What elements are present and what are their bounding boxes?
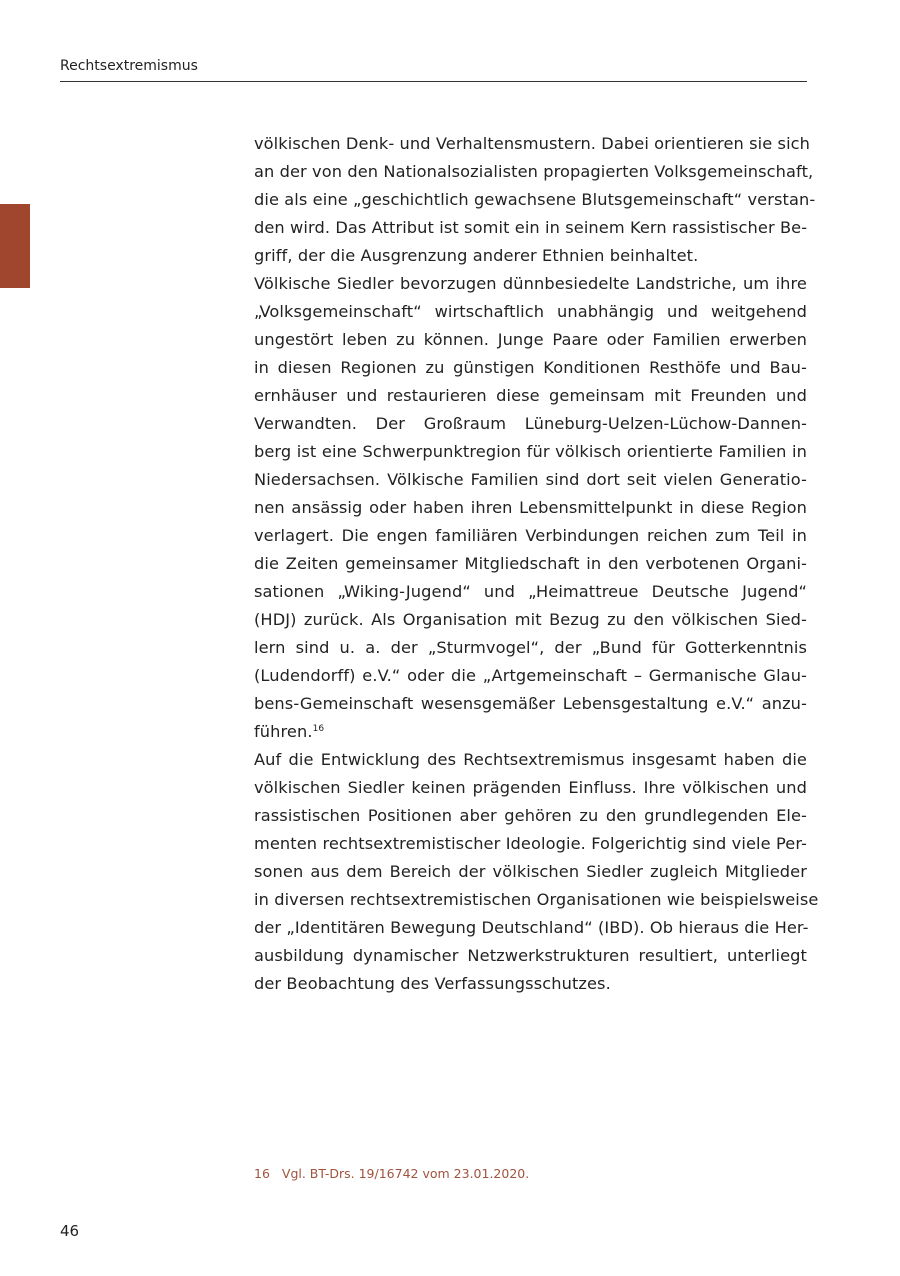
text-line-content: (Ludendorff) e.V.“ oder die „Artgemeinschaft – Germanische Glau- bbox=[254, 666, 807, 685]
text-line-content: sonen aus dem Bereich der völkischen Siedler zugleich Mitglieder bbox=[254, 862, 807, 881]
text-line bbox=[254, 494, 807, 522]
text-line-content: ausbildung dynamischer Netzwerkstrukturen resultiert, unterliegt bbox=[254, 946, 807, 965]
footnote bbox=[254, 1166, 529, 1181]
text-line bbox=[254, 382, 807, 410]
text-line-content: Verwandten. Der Großraum Lüneburg-Uelzen-Lüchow-Dannen- bbox=[254, 414, 807, 433]
text-line-content: völkischen Siedler keinen prägenden Einfluss. Ihre völkischen und bbox=[254, 778, 807, 797]
text-line-content: verlagert. Die engen familiären Verbindungen reichen zum Teil in bbox=[254, 526, 807, 545]
text-line-content: führen. bbox=[254, 722, 313, 741]
text-line-content: ungestört leben zu können. Junge Paare oder Familien erwerben bbox=[254, 330, 807, 349]
text-line bbox=[254, 634, 807, 662]
text-line bbox=[254, 774, 807, 802]
text-line bbox=[254, 802, 807, 830]
text-line-content: bens-Gemeinschaft wesensgemäßer Lebensgestaltung e.V.“ anzu- bbox=[254, 694, 807, 713]
text-line-content: völkischen Denk- und Verhaltensmustern. Dabei orientieren sie sich bbox=[254, 134, 811, 153]
text-line bbox=[254, 550, 807, 578]
text-line bbox=[254, 242, 807, 270]
text-line-content: ernhäuser und restaurieren diese gemeinsam mit Freunden und bbox=[254, 386, 807, 405]
text-line bbox=[254, 746, 807, 774]
text-line-content: „Volksgemeinschaft“ wirtschaftlich unabhängig und weitgehend bbox=[254, 302, 807, 321]
chapter-tab-marker bbox=[0, 204, 30, 288]
text-line bbox=[254, 158, 814, 186]
text-line bbox=[254, 914, 807, 942]
text-line-content: die Zeiten gemeinsamer Mitgliedschaft in den verbotenen Organi- bbox=[254, 554, 807, 573]
text-line-content: lern sind u. a. der „Sturmvogel“, der „Bund für Gotterkenntnis bbox=[254, 638, 807, 657]
text-line-content: griff, der die Ausgrenzung anderer Ethnien beinhaltet. bbox=[254, 246, 699, 265]
text-line bbox=[254, 298, 807, 326]
text-line bbox=[254, 326, 807, 354]
text-line bbox=[254, 942, 807, 970]
text-line bbox=[254, 578, 807, 606]
text-line bbox=[254, 410, 807, 438]
text-line bbox=[254, 830, 807, 858]
text-line-content: der „Identitären Bewegung Deutschland“ (IBD). Ob hieraus die Her- bbox=[254, 918, 809, 937]
text-line bbox=[254, 438, 807, 466]
text-line bbox=[254, 186, 816, 214]
text-line bbox=[254, 858, 807, 886]
text-line-content: rassistischen Positionen aber gehören zu den grundlegenden Ele- bbox=[254, 806, 807, 825]
footnote-number: 16 bbox=[254, 1166, 270, 1181]
text-line bbox=[254, 690, 807, 718]
text-line bbox=[254, 466, 807, 494]
text-line bbox=[254, 354, 807, 382]
text-line-content: der Beobachtung des Verfassungsschutzes. bbox=[254, 974, 611, 993]
text-line-content: die als eine „geschichtlich gewachsene Blutsgemeinschaft“ verstan- bbox=[254, 190, 816, 209]
text-line-content: Niedersachsen. Völkische Familien sind dort seit vielen Generatio- bbox=[254, 470, 807, 489]
text-line-content: in diversen rechtsextremistischen Organisationen wie beispielsweise bbox=[254, 890, 819, 909]
text-line-content: an der von den Nationalsozialisten propagierten Volksgemeinschaft, bbox=[254, 162, 814, 181]
text-line bbox=[254, 718, 807, 746]
footnote-reference[interactable]: 16 bbox=[312, 724, 325, 734]
text-line bbox=[254, 662, 807, 690]
text-line bbox=[254, 970, 807, 998]
header-rule bbox=[60, 81, 807, 82]
text-line bbox=[254, 214, 807, 242]
text-line bbox=[254, 270, 807, 298]
text-line-content: (HDJ) zurück. Als Organisation mit Bezug zu den völkischen Sied- bbox=[254, 610, 807, 629]
body-text bbox=[254, 130, 819, 998]
footnote-text: Vgl. BT-Drs. 19/16742 vom 23.01.2020. bbox=[281, 1166, 530, 1181]
text-line-content: Völkische Siedler bevorzugen dünnbesiedelte Landstriche, um ihre bbox=[254, 274, 807, 293]
text-line-content: nen ansässig oder haben ihren Lebensmittelpunkt in diese Region bbox=[254, 498, 807, 517]
text-line bbox=[254, 130, 811, 158]
text-line-content: in diesen Regionen zu günstigen Konditionen Resthöfe und Bau- bbox=[254, 358, 807, 377]
text-line-content: sationen „Wiking-Jugend“ und „Heimattreue Deutsche Jugend“ bbox=[254, 582, 807, 601]
text-line bbox=[254, 606, 807, 634]
text-line bbox=[254, 886, 819, 914]
running-header: Rechtsextremismus bbox=[60, 58, 198, 74]
text-line-content: menten rechtsextremistischer Ideologie. Folgerichtig sind viele Per- bbox=[254, 834, 807, 853]
text-line bbox=[254, 522, 807, 550]
text-line-content: berg ist eine Schwerpunktregion für völkisch orientierte Familien in bbox=[254, 442, 807, 461]
text-line-content: den wird. Das Attribut ist somit ein in seinem Kern rassistischer Be- bbox=[254, 218, 808, 237]
page-number: 46 bbox=[60, 1222, 80, 1240]
text-line-content: Auf die Entwicklung des Rechtsextremismus insgesamt haben die bbox=[254, 750, 807, 769]
